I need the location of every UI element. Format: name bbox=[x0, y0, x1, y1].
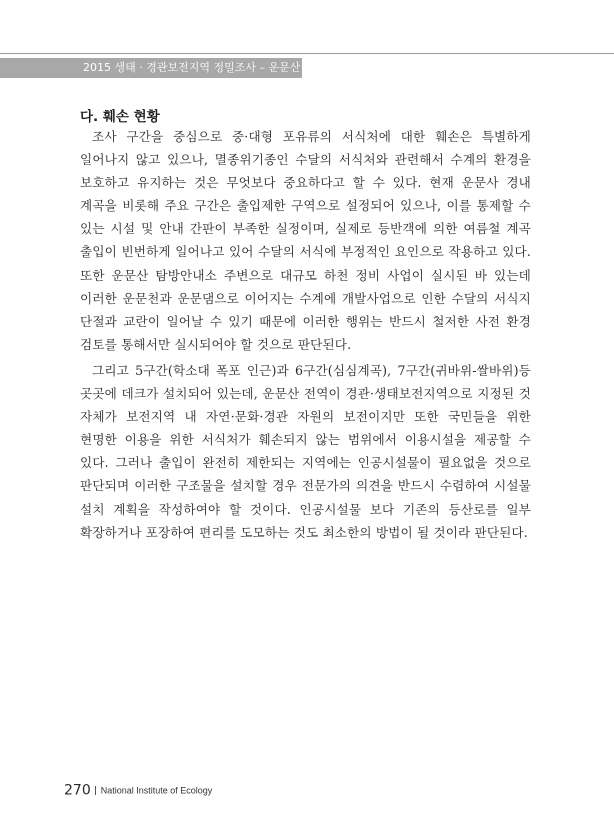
paragraph-1: 조사 구간을 중심으로 중·대형 포유류의 서식처에 대한 훼손은 특별하게 일어나지 않고 있으나, 멸종위기종인 수달의 서식처와 관련해서 수계의 환경을 보호하고 유지하는 것은 무엇보다 중요하다고 할 수 있다. 현재 운문사 경내 계곡을 비롯해 주요 구간은 출입제한 구역으로 설정되어 있으나, 이를 통제할 수 있는 시설 및 안내 간판이 부족한 실정이며, 실제로 등반객에 의한 여름철 계곡 출입이 빈번하게 일어나고 있어 수달의 서식에 부정적인 요인으로 작용하고 있다. 또한 운문산 탐방안내소 주변으로 대규모 하천 정비 사업이 실시된 바 있는데 이러한 운문천과 운문댐으로 이어지는 수계에 개발사업으로 인한 수달의 서식지 단절과 교란이 일어날 수 있기 때문에 이러한 행위는 반드시 철저한 사전 환경 검토를 통해서만 실시되어야 할 것으로 판단된다. bbox=[80, 129, 531, 352]
paragraph-2: 그리고 5구간(학소대 폭포 인근)과 6구간(심심계곡), 7구간(귀바위-쌀바위)등 곳곳에 데크가 설치되어 있는데, 운문산 전역이 경관·생태보전지역으로 지정된 것 자체가 보전지역 내 자연·문화·경관 자원의 보전이지만 또한 국민들을 위한 현명한 이용을 위한 서식처가 훼손되지 않는 범위에서 이용시설을 제공할 수 있다. 그러나 출입이 완전히 제한되는 지역에는 인공시설물이 필요없을 것으로 판단되며 이러한 구조물을 설치할 경우 전문가의 의견을 반드시 수렴하여 시설물 설치 계획을 작성하여야 할 것이다. 인공시설물 보다 기존의 등산로를 일부 확장하거나 포장하여 편리를 도모하는 것도 최소한의 방법이 될 것이라 판단된다. bbox=[80, 362, 531, 540]
page-footer bbox=[64, 780, 212, 799]
running-header-title: 2015 생태 · 경관보전지역 정밀조사 – 운문산 bbox=[83, 61, 301, 74]
page-number: 270 bbox=[64, 782, 91, 799]
footer-separator bbox=[95, 786, 96, 795]
section-heading: 다. 훼손 현황 bbox=[80, 109, 160, 125]
body-text bbox=[80, 125, 531, 547]
header-rule bbox=[0, 53, 614, 54]
footer-organization: National Institute of Ecology bbox=[100, 785, 213, 796]
